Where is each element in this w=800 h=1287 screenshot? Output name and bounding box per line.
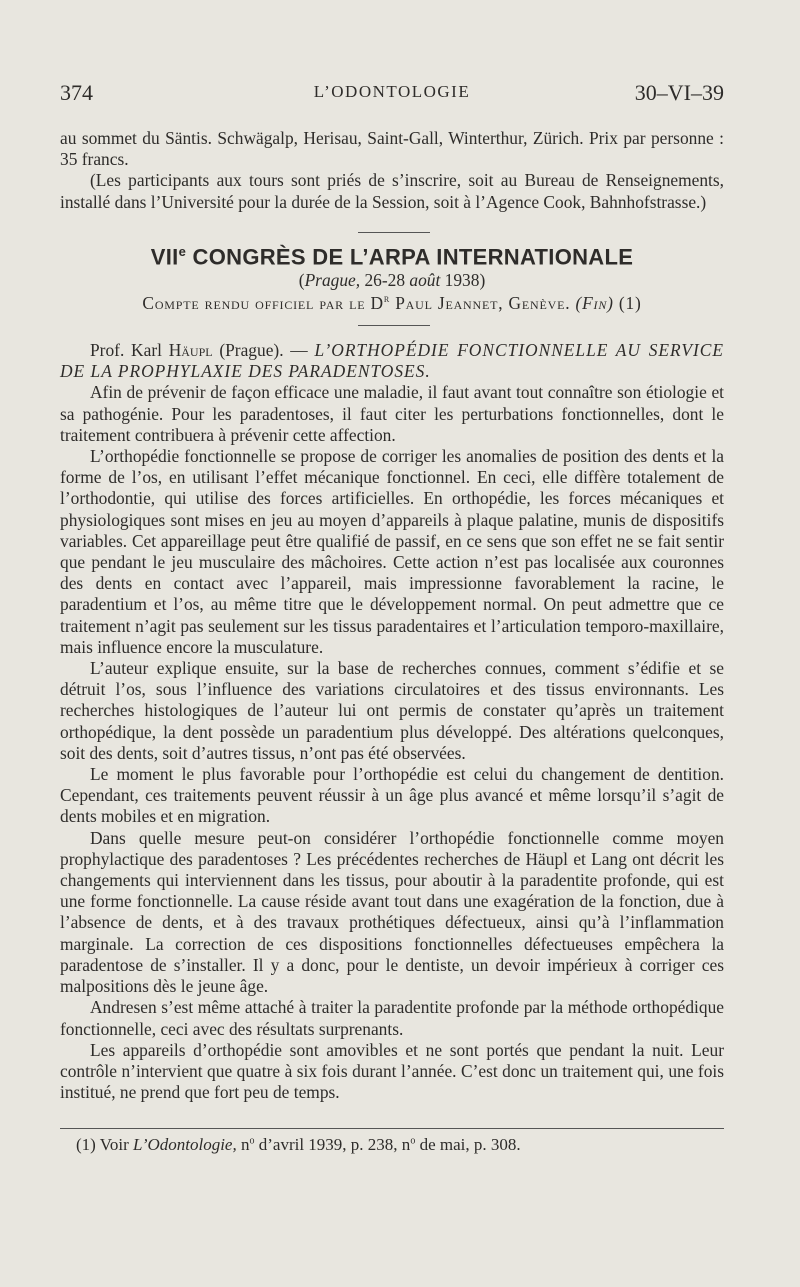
footnote-sup: o <box>249 1135 255 1147</box>
footnote-rule <box>60 1128 724 1129</box>
paren-open: ( <box>298 270 305 290</box>
congress-year: 1938) <box>440 270 486 290</box>
section-divider-bottom <box>358 325 430 326</box>
footnote-text: d’avril 1939, p. 238, n <box>254 1135 411 1154</box>
section-divider-top <box>358 232 430 233</box>
footnote-text: de mai, p. 308. <box>415 1135 521 1154</box>
author-city: (Prague). — <box>212 340 315 360</box>
body-paragraph: Les appareils d’orthopédie sont amovibles et ne sont portés que pendant la nuit. Leur contrôle n’intervient que quatre à six fois durant l’année. C’est donc un traitement qui, une fois institué, ne prend que fort peu de temps. <box>60 1039 724 1103</box>
article-body <box>60 340 724 1103</box>
footnote-ref: (1) <box>613 293 642 313</box>
footnote-prefix: (1) Voir <box>76 1135 133 1154</box>
author-prefix: Prof. Karl <box>90 340 169 360</box>
report-credit-text: Compte rendu officiel par le D <box>142 293 384 313</box>
report-fin: (Fin) <box>575 293 614 313</box>
page-header <box>60 80 724 110</box>
section-title <box>60 244 724 270</box>
body-paragraph: Andresen s’est même attaché à traiter la paradentite profonde par la méthode orthopédique fonctionnelle, ceci avec des résultats surprenants. <box>60 997 724 1039</box>
report-credit <box>60 293 724 314</box>
article-heading <box>60 340 724 382</box>
page-number: 374 <box>60 80 93 105</box>
section-subtitle <box>60 270 724 291</box>
congress-month: août <box>409 270 441 290</box>
congress-place: Prague, <box>304 270 361 290</box>
body-paragraph: L’orthopédie fonctionnelle se propose de corriger les anomalies de position des dents et la forme de l’os, en utilisant l’effet mécanique fonctionnel. En ceci, elle diffère totalement de l’orthodontie, qui utilise des forces artificielles. En orthopédie, les forces mécaniques et physiologiques sont mises en jeu au moyen d’appareils à plaque palatine, munis de dispositifs variables. Cet appareillage peut être qualifié de passif, en ce sens que son effet ne se fait sentir que pendant le jeu musculaire des mâchoires. Cette action n’est pas localisée aux couronnes des dents en contact avec l’appareil, mais impressionne favorablement la racine, le paradentium et l’os, au même titre que le développement normal. On peut admettre que ce traitement n’agit pas seulement sur les tissus paradentaires et l’articulation temporo-maxillaire, mais influence encore la musculature. <box>60 446 724 657</box>
congress-days: 26-28 <box>360 270 410 290</box>
intro-paragraph-2: (Les participants aux tours sont priés de s’inscrire, soit au Bureau de Renseignements, installé dans l’Université pour la durée de la Session, soit à l’Agence Cook, Bahnhofstrasse.) <box>60 170 724 212</box>
section-title-sup: e <box>178 244 187 259</box>
report-credit-sup: r <box>383 293 391 306</box>
section-title-roman: VII <box>150 244 179 270</box>
intro-paragraph-1: au sommet du Säntis. Schwägalp, Herisau, Saint-Gall, Winterthur, Zürich. Prix par personne : 35 francs. <box>60 128 724 170</box>
issue-date: 30–VI–39 <box>634 80 724 105</box>
footnote-sup: o <box>410 1135 416 1147</box>
running-title: L’ODONTOLOGIE <box>313 82 471 101</box>
report-author: Paul Jeannet, Genève. <box>390 293 576 313</box>
footnote-text: n <box>236 1135 250 1154</box>
body-paragraph: Le moment le plus favorable pour l’orthopédie est celui du changement de dentition. Cependant, ces traitements peuvent réussir à un âge plus avancé et même lorsqu’il s’agit de dents mobiles et en migration. <box>60 764 724 827</box>
section-title-text: CONGRÈS DE L’ARPA INTERNATIONALE <box>186 244 634 270</box>
body-paragraph: Afin de prévenir de façon efficace une maladie, il faut avant tout connaître son étiologie et sa pathogénie. Pour les paradentoses, il faut citer les perturbations fonctionnelles, dont le traitement contribuera à prévenir cette affection. <box>60 382 724 445</box>
body-paragraph: Dans quelle mesure peut-on considérer l’orthopédie fonctionnelle comme moyen prophylactique des paradentoses ? Les précédentes recherches de Häupl et Lang ont décrit les changements qui interviennent dans les tissus, pour aboutir à la paradentite profonde, qui est une forme fonctionnelle. La cause réside avant tout dans une exagération de la fonction, due à l’absence de dents, et à des travaux prothétiques défectueux, ainsi qu’à l’inflammation marginale. La correction de ces dispositions fonctionnelles défectueuses empêchera la paradentose de s’installer. Il y a donc, pour le dentiste, un devoir impérieux à corriger ces malpositions dès le jeune âge. <box>60 827 724 997</box>
body-paragraph: L’auteur explique ensuite, sur la base de recherches connues, comment s’édifie et se détruit l’os, sous l’influence des variations circulatoires et des tissus environnants. Les recherches histologiques de l’auteur lui ont permis de constater qu’après un traitement orthopédique, la dent possède un paradentium plus développé. Des altérations quelconques, soit des dents, soit d’autres tissus, n’ont pas été observées. <box>60 658 724 763</box>
author-name: Häupl <box>168 340 213 360</box>
article-title: L’ORTHOPÉDIE FONCTIONNELLE AU SERVICE DE LA PROPHYLAXIE DES PARADENTOSES. <box>60 340 724 382</box>
intro-text <box>60 128 724 213</box>
footnote <box>76 1135 724 1155</box>
footnote-journal: L’Odontologie, <box>133 1135 237 1154</box>
